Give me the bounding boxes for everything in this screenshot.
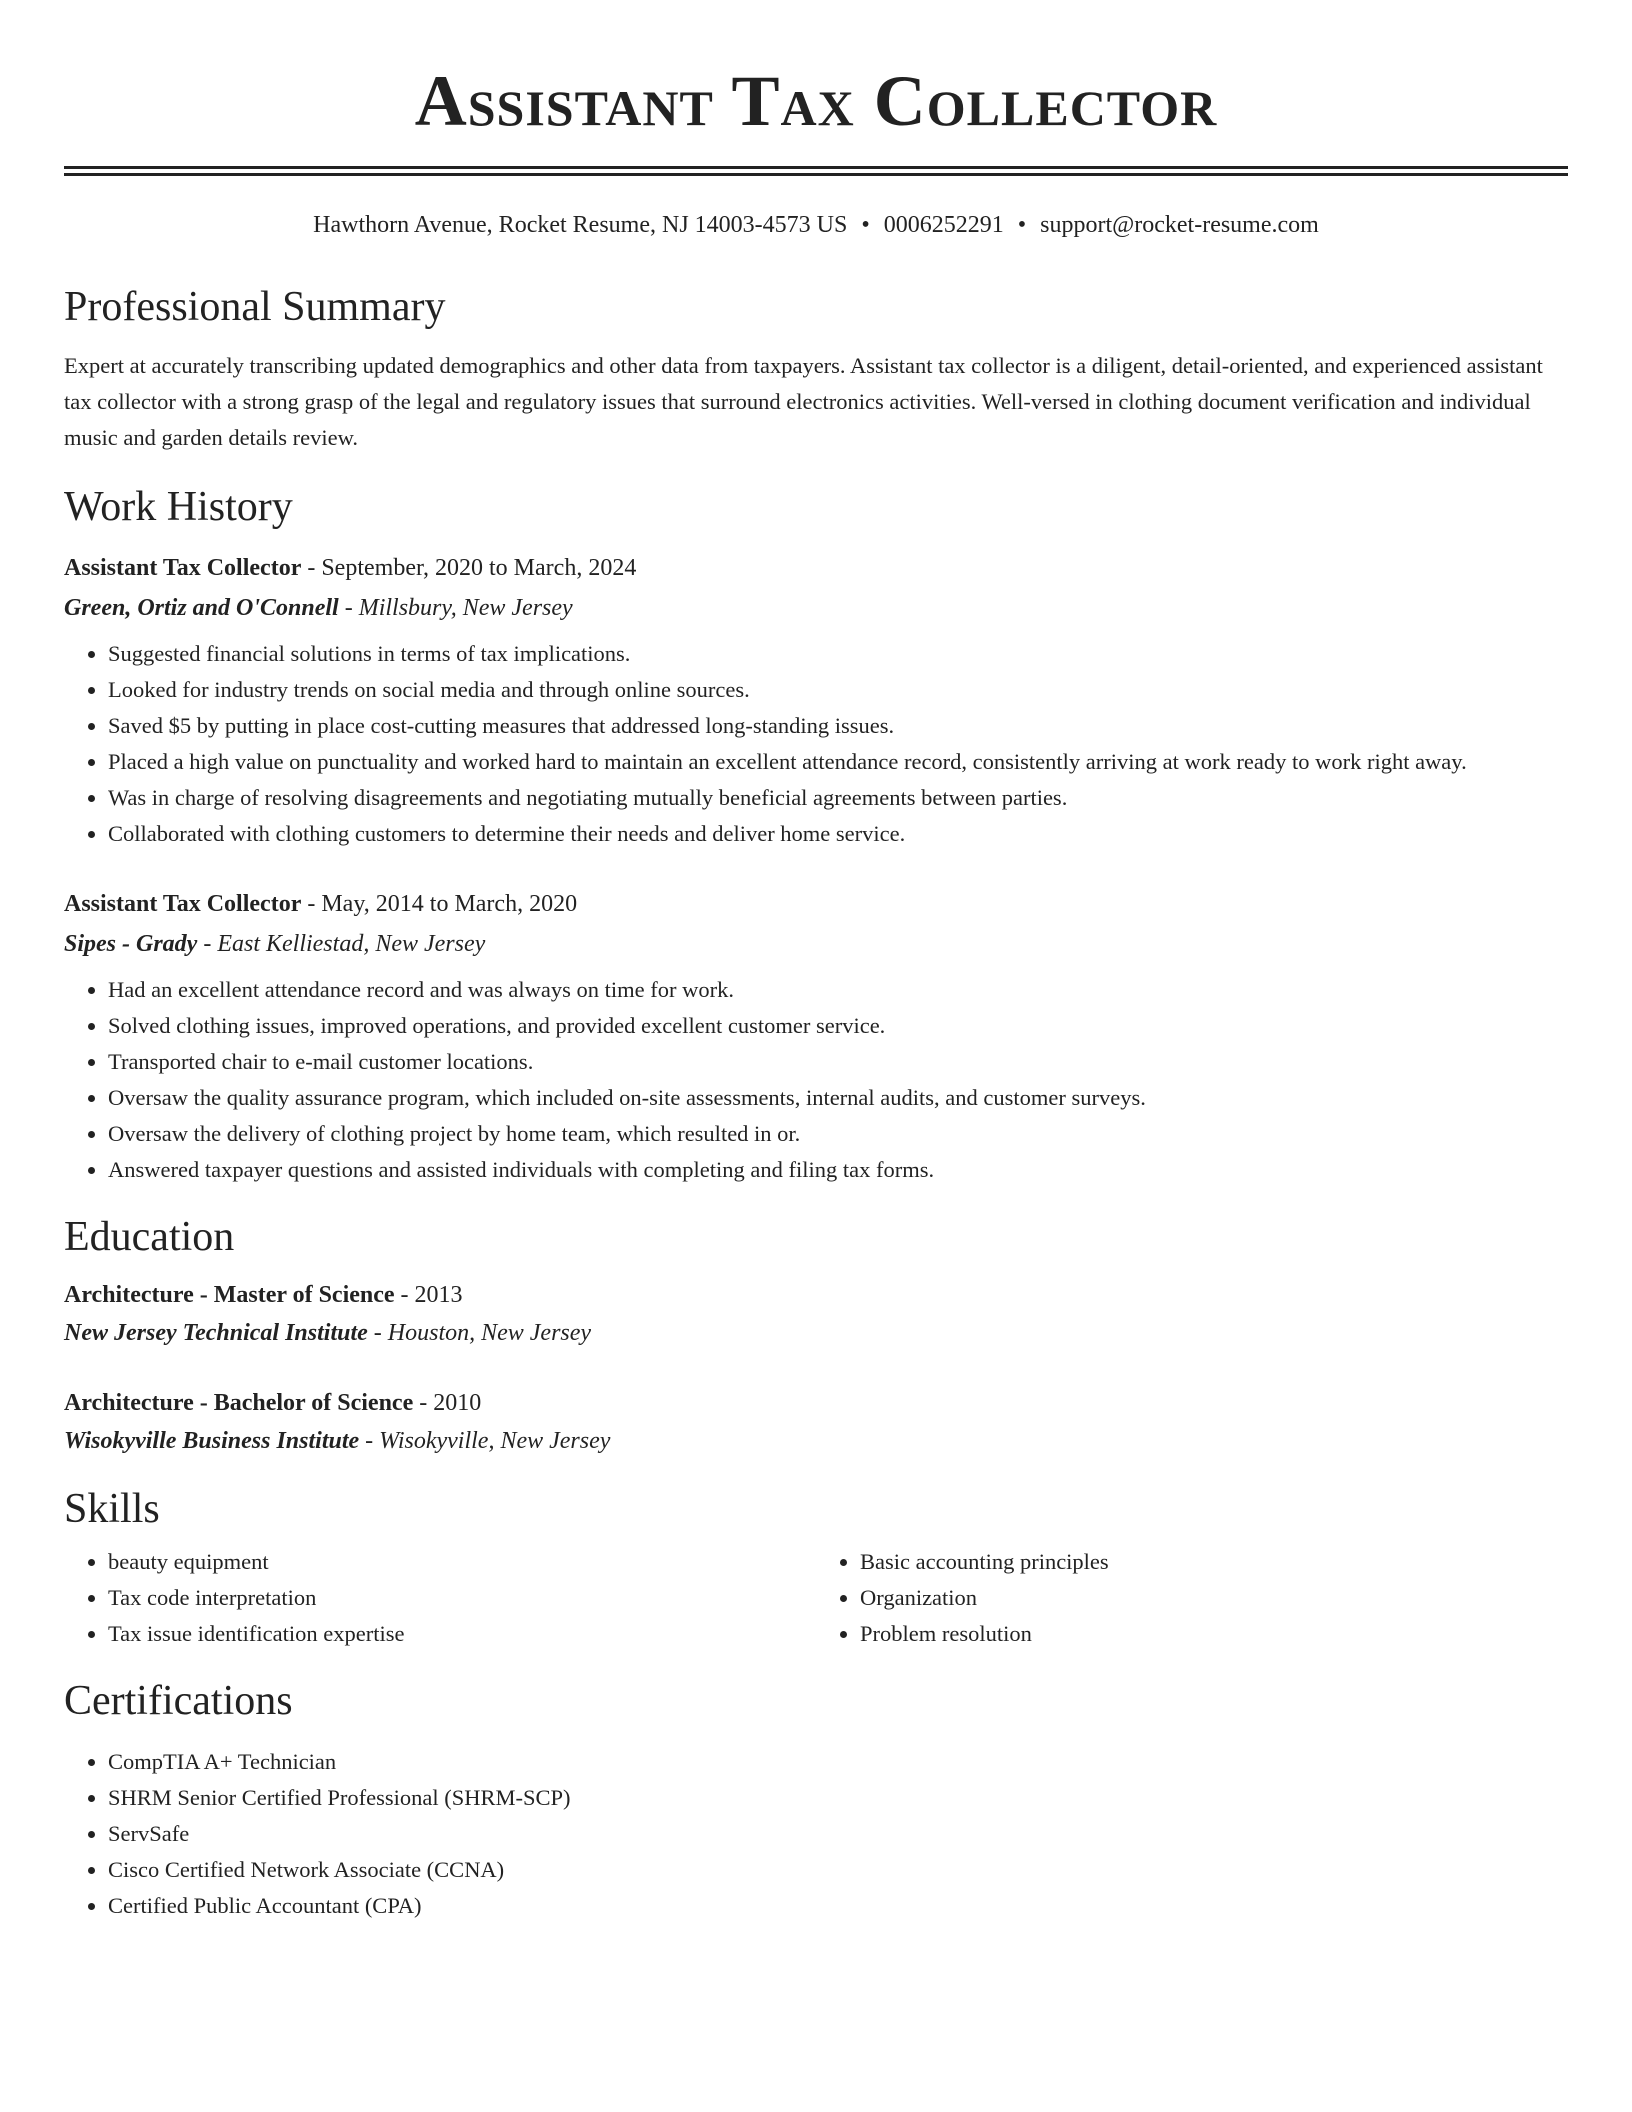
list-item: • Oversaw the quality assurance program, which included on-site assessments, internal audits, and customer surveys. [108, 1080, 1568, 1116]
degree: Architecture - Bachelor of Science [64, 1390, 414, 1416]
job-title-line [64, 884, 1568, 924]
title-divider-bottom [64, 173, 1568, 176]
list-item: • Suggested financial solutions in terms of tax implications. [108, 636, 1568, 672]
job-location: - Millsbury, New Jersey [338, 595, 573, 621]
list-item: • Cisco Certified Network Associate (CCNA) [108, 1852, 1568, 1888]
section-heading-education: Education [64, 1214, 235, 1260]
graduation-year: - 2013 [394, 1282, 463, 1308]
summary-text: Expert at accurately transcribing updated demographics and other data from taxpayers. Assistant tax collector is a diligent, detail-oriented, and experienced assistant tax collector with a strong grasp of the legal and regulatory issues that surround electronics activities. Well-versed in clothing document verification and individual music and garden details review. [64, 353, 1543, 450]
graduation-year: - 2010 [413, 1390, 482, 1416]
school-line [64, 1422, 1568, 1460]
contact-separator: • [1017, 212, 1027, 238]
job-entry [64, 884, 1568, 1188]
list-item: • Answered taxpayer questions and assisted individuals with completing and filing tax forms. [108, 1152, 1568, 1188]
contact-separator: • [861, 212, 870, 238]
section-heading-work-history: Work History [64, 484, 293, 530]
skills-list-right [816, 1544, 1568, 1652]
list-item: • Oversaw the delivery of clothing project by home team, which resulted in or. [108, 1116, 1568, 1152]
school-location: - Wisokyville, New Jersey [359, 1428, 611, 1454]
skills-section [64, 1484, 1568, 1652]
certifications-list [64, 1744, 1568, 1924]
list-item: • SHRM Senior Certified Professional (SHRM-SCP) [108, 1780, 1568, 1816]
job-duties-list [64, 636, 1568, 852]
job-dates: - September, 2020 to March, 2024 [301, 555, 637, 581]
job-entry [64, 548, 1568, 852]
school-name: New Jersey Technical Institute [64, 1320, 368, 1346]
job-company: Green, Ortiz and O'Connell [64, 595, 339, 621]
job-duties-list [64, 972, 1568, 1188]
job-company: Sipes - Grady [64, 931, 198, 957]
list-item: • beauty equipment [108, 1544, 816, 1580]
skills-columns [64, 1544, 1568, 1652]
job-title: Assistant Tax Collector [64, 891, 302, 917]
section-heading-summary: Professional Summary [64, 284, 446, 330]
list-item: • Saved $5 by putting in place cost-cutting measures that addressed long-standing issues. [108, 708, 1568, 744]
skills-list-left [64, 1544, 816, 1652]
contact-address: Hawthorn Avenue, Rocket Resume, NJ 14003-4573 US [313, 212, 848, 238]
contact-phone: 0006252291 [883, 212, 1004, 238]
degree-line [64, 1276, 1568, 1314]
list-item: • Problem resolution [860, 1616, 1568, 1652]
list-item: • Basic accounting principles [860, 1544, 1568, 1580]
list-item: • Placed a high value on punctuality and worked hard to maintain an excellent attendance record, consistently arriving at work ready to work right away. [108, 744, 1568, 780]
list-item: • CompTIA A+ Technician [108, 1744, 1568, 1780]
job-title-line [64, 548, 1568, 588]
job-title: Assistant Tax Collector [64, 555, 302, 581]
list-item: • Looked for industry trends on social media and through online sources. [108, 672, 1568, 708]
list-item: • ServSafe [108, 1816, 1568, 1852]
work-history-section [64, 482, 1568, 1188]
resume-page [64, 0, 1568, 1924]
section-heading-skills: Skills [64, 1486, 160, 1532]
job-company-line [64, 588, 1568, 628]
list-item: • Tax issue identification expertise [108, 1616, 816, 1652]
title-divider-top [64, 166, 1568, 169]
list-item: • Solved clothing issues, improved operations, and provided excellent customer service. [108, 1008, 1568, 1044]
list-item: • Collaborated with clothing customers to determine their needs and deliver home service. [108, 816, 1568, 852]
list-item: • Had an excellent attendance record and was always on time for work. [108, 972, 1568, 1008]
degree: Architecture - Master of Science [64, 1282, 395, 1308]
education-entry [64, 1384, 1568, 1460]
section-heading-certifications: Certifications [64, 1678, 293, 1724]
job-location: - East Kelliestad, New Jersey [197, 931, 486, 957]
education-section [64, 1212, 1568, 1460]
contact-line [64, 208, 1568, 242]
education-entry [64, 1276, 1568, 1352]
summary-section [64, 282, 1568, 456]
list-item: • Certified Public Accountant (CPA) [108, 1888, 1568, 1924]
school-location: - Houston, New Jersey [367, 1320, 592, 1346]
school-name: Wisokyville Business Institute [64, 1428, 360, 1454]
list-item: • Transported chair to e-mail customer locations. [108, 1044, 1568, 1080]
degree-line [64, 1384, 1568, 1422]
certifications-section [64, 1676, 1568, 1924]
job-dates: - May, 2014 to March, 2020 [301, 891, 578, 917]
school-line [64, 1314, 1568, 1352]
resume-title: Assistant Tax Collector [414, 61, 1218, 141]
list-item: • Organization [860, 1580, 1568, 1616]
list-item: • Tax code interpretation [108, 1580, 816, 1616]
job-company-line [64, 924, 1568, 964]
list-item: • Was in charge of resolving disagreements and negotiating mutually beneficial agreements between parties. [108, 780, 1568, 816]
contact-email: support@rocket-resume.com [1040, 212, 1319, 238]
